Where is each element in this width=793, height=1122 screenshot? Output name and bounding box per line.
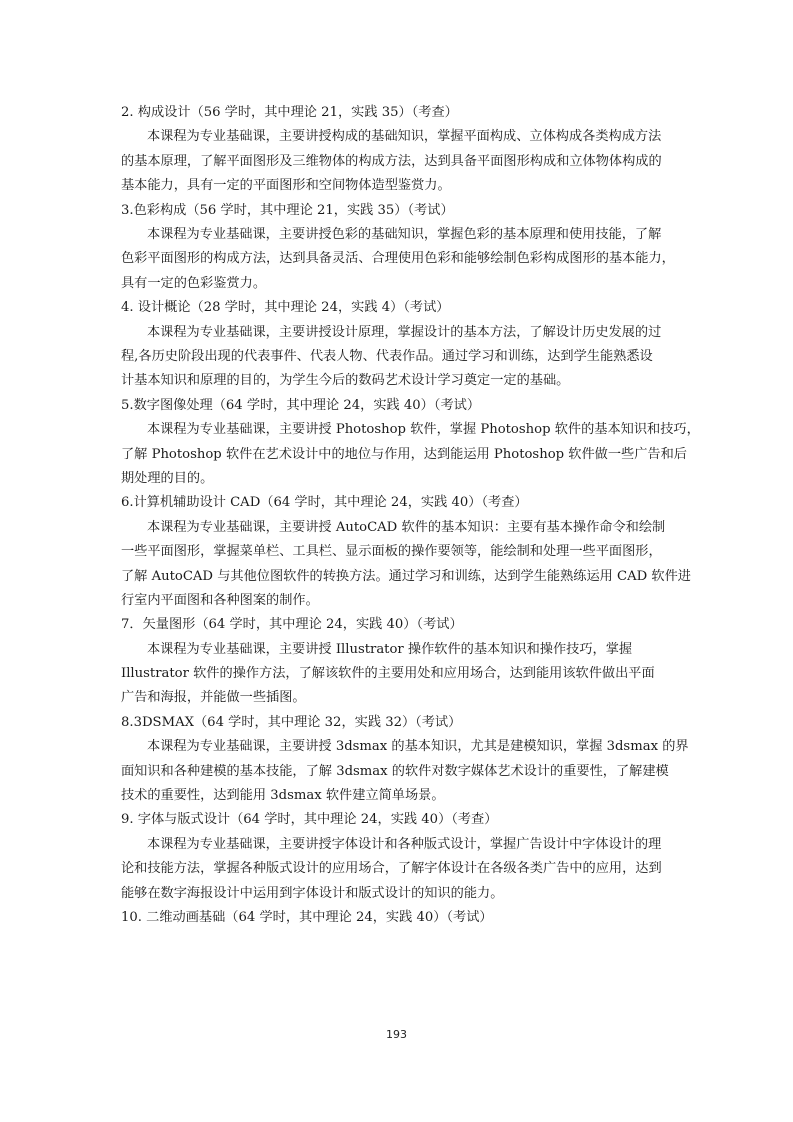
paragraph-line: 面知识和各种建模的基本技能，了解 3dsmax 的软件对数字媒体艺术设计的重要性，了解建模 — [121, 763, 669, 779]
paragraph-line: 计基本知识和原理的目的，为学生今后的数码艺术设计学习奠定一定的基础。 — [121, 373, 570, 389]
section-heading: 9. 字体与版式设计（64 学时，其中理论 24，实践 40）（考查） — [121, 812, 498, 828]
paragraph-line: 本课程为专业基础课，主要讲授 AutoCAD 软件的基本知识：主要有基本操作命令和绘制 — [147, 519, 666, 535]
paragraph-line: 技术的重要性，达到能用 3dsmax 软件建立简单场景。 — [121, 788, 445, 804]
section-heading: 8.3DSMAX（64 学时，其中理论 32，实践 32）（考试） — [121, 714, 462, 730]
paragraph-line: 本课程为专业基础课，主要讲授 Photoshop 软件，掌握 Photoshop 软件的基本知识和技巧， — [147, 422, 700, 438]
paragraph-line: Illustrator 软件的操作方法，了解该软件的主要用处和应用场合，达到能用该软件做出平面 — [121, 666, 655, 682]
section-heading: 4. 设计概论（28 学时，其中理论 24，实践 4）（考试） — [121, 300, 450, 316]
paragraph-line: 本课程为专业基础课，主要讲授字体设计和各种版式设计，掌握广告设计中字体设计的理 — [147, 836, 662, 852]
page-body — [121, 101, 706, 930]
section-heading: 5.数字图像处理（64 学时，其中理论 24，实践 40）（考试） — [121, 397, 481, 413]
paragraph-line: 本课程为专业基础课，主要讲授 3dsmax 的基本知识，尤其是建模知识，掌握 3dsmax 的界 — [147, 739, 689, 755]
paragraph-line: 能够在数字海报设计中运用到字体设计和版式设计的知识的能力。 — [121, 885, 504, 901]
section-heading: 10. 二维动画基础（64 学时，其中理论 24，实践 40）（考试） — [121, 910, 493, 926]
section-paragraph — [121, 638, 706, 711]
paragraph-line: 本课程为专业基础课，主要讲授设计原理，掌握设计的基本方法，了解设计历史发展的过 — [147, 324, 662, 340]
section-heading: 6.计算机辅助设计 CAD（64 学时，其中理论 24，实践 40）（考查） — [121, 495, 528, 511]
section-paragraph — [121, 418, 706, 491]
paragraph-line: 了解 Photoshop 软件在艺术设计中的地位与作用，达到能运用 Photoshop 软件做一些广告和后 — [121, 446, 687, 462]
page-number: 193 — [386, 1028, 407, 1041]
paragraph-line: 的基本原理，了解平面图形及三维物体的构成方法，达到具备平面图形构成和立体物体构成的 — [121, 153, 662, 169]
paragraph-line: 论和技能方法，掌握各种版式设计的应用场合，了解字体设计在各级各类广告中的应用，达到 — [121, 861, 662, 877]
section-heading: 3.色彩构成（56 学时，其中理论 21，实践 35）（考试） — [121, 202, 454, 218]
paragraph-line: 程,各历史阶段出现的代表事件、代表人物、代表作品。通过学习和训练，达到学生能熟悉设 — [121, 348, 653, 364]
paragraph-line: 了解 AutoCAD 与其他位图软件的转换方法。通过学习和训练，达到学生能熟练运用 CAD 软件进 — [121, 568, 691, 584]
paragraph-line: 基本能力，具有一定的平面图形和空间物体造型鉴赏力。 — [121, 178, 451, 194]
paragraph-line: 本课程为专业基础课，主要讲授色彩的基础知识，掌握色彩的基本原理和使用技能，了解 — [147, 226, 662, 242]
paragraph-line: 一些平面图形，掌握菜单栏、工具栏、显示面板的操作要领等，能绘制和处理一些平面图形， — [121, 544, 662, 560]
paragraph-line: 广告和海报，并能做一些插图。 — [121, 690, 306, 706]
section-paragraph — [121, 735, 706, 808]
section-paragraph — [121, 321, 706, 394]
paragraph-line: 行室内平面图和各种图案的制作。 — [121, 592, 319, 608]
paragraph-line: 色彩平面图形的构成方法，达到具备灵活、合理使用色彩和能够绘制色彩构成图形的基本能力， — [121, 251, 675, 267]
section-heading: 2. 构成设计（56 学时，其中理论 21，实践 35）（考查） — [121, 105, 458, 120]
section-paragraph — [121, 516, 706, 614]
paragraph-line: 本课程为专业基础课，主要讲授构成的基础知识，掌握平面构成、立体构成各类构成方法 — [147, 129, 662, 145]
section-paragraph — [121, 223, 706, 296]
paragraph-line: 期处理的目的。 — [121, 470, 214, 486]
paragraph-line: 具有一定的色彩鉴赏力。 — [121, 275, 267, 291]
section-paragraph — [121, 125, 706, 198]
section-paragraph — [121, 833, 706, 906]
section-heading: 7．矢量图形（64 学时，其中理论 24，实践 40）（考试） — [121, 617, 463, 633]
paragraph-line: 本课程为专业基础课，主要讲授 Illustrator 操作软件的基本知识和操作技巧，掌握 — [147, 641, 633, 657]
